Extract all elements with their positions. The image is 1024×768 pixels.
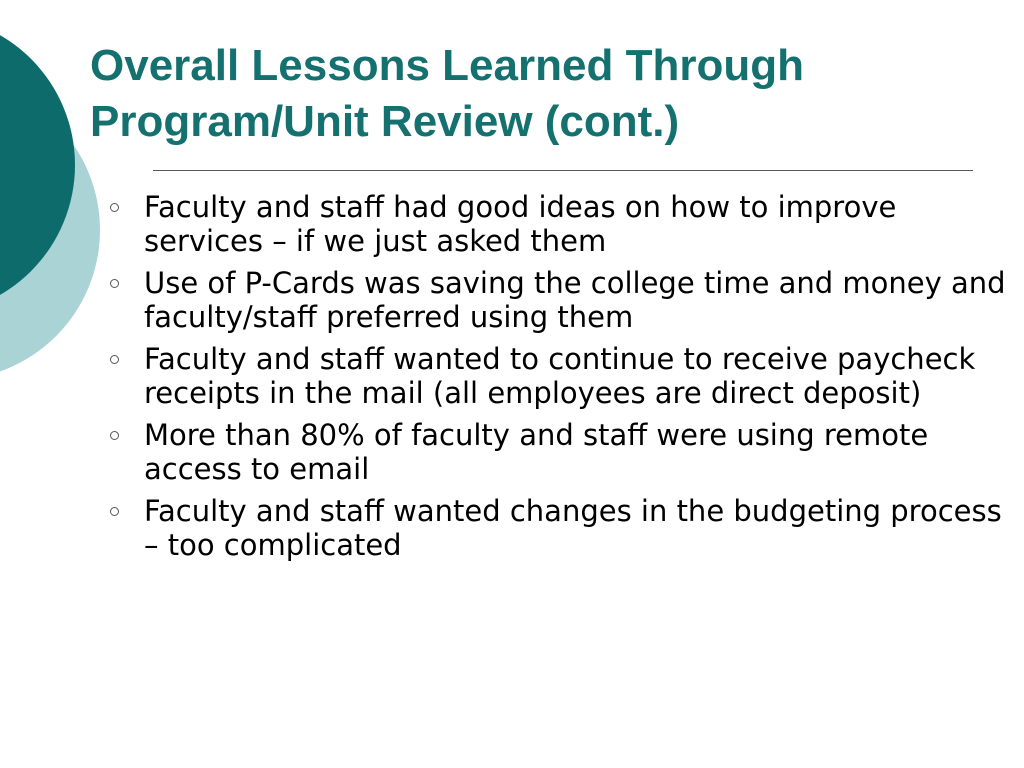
- hollow-circle-bullet-icon: [110, 279, 119, 288]
- bullet-item: [100, 342, 1015, 410]
- bullet-item: [100, 494, 1015, 562]
- bullet-item: [100, 190, 1015, 258]
- hollow-circle-bullet-icon: [110, 355, 119, 364]
- title-divider: [153, 170, 973, 171]
- bullet-text: Faculty and staff had good ideas on how to improve services – if we just asked them: [144, 190, 897, 258]
- bullet-item: [100, 266, 1015, 334]
- bullet-text: Faculty and staff wanted changes in the budgeting process – too complicated: [144, 494, 1002, 562]
- hollow-circle-bullet-icon: [110, 507, 119, 516]
- hollow-circle-bullet-icon: [110, 203, 119, 212]
- bullet-item: [100, 418, 1015, 486]
- slide-title: Overall Lessons Learned Through Program/Unit Review (cont.): [90, 41, 804, 146]
- bullet-text: Use of P-Cards was saving the college time and money and faculty/staff preferred using them: [144, 266, 1006, 334]
- bullet-text: More than 80% of faculty and staff were using remote access to email: [144, 418, 929, 486]
- bullet-text: Faculty and staff wanted to continue to receive paycheck receipts in the mail (all employees are direct deposit): [144, 342, 976, 410]
- bullet-list: [100, 190, 1015, 570]
- hollow-circle-bullet-icon: [110, 431, 119, 440]
